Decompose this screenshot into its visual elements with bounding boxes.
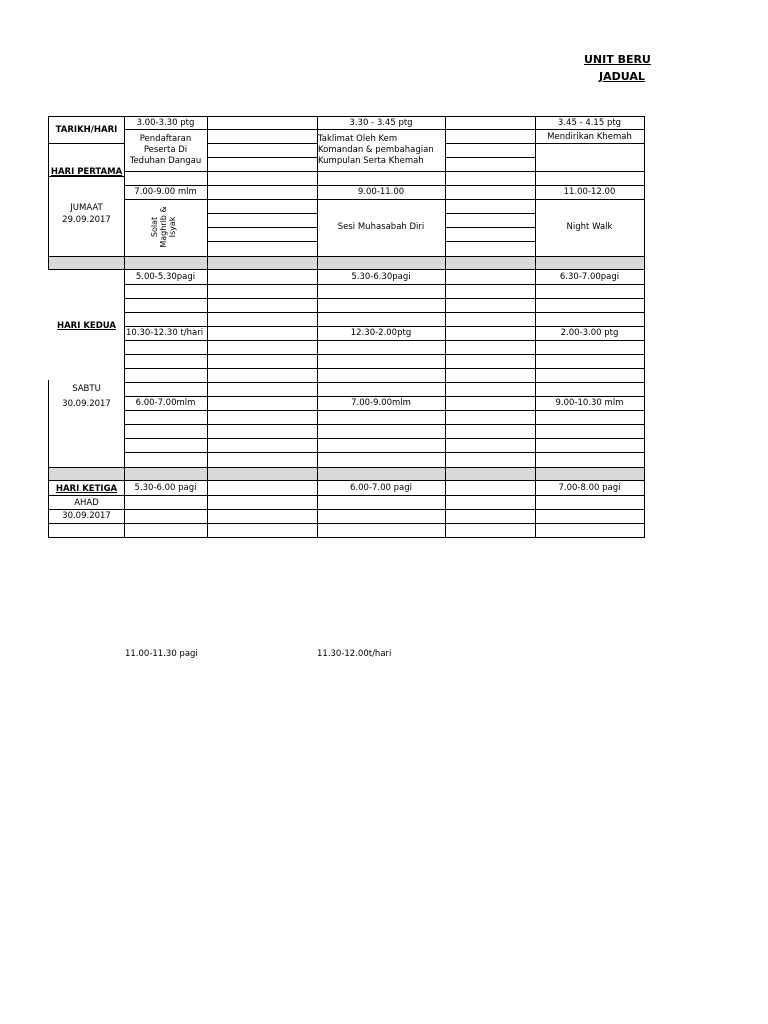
time-slot: 3.00-3.30 ptg bbox=[136, 118, 195, 128]
activity-solat-rotated bbox=[150, 192, 180, 262]
time-slot: 5.30-6.30pagi bbox=[351, 272, 411, 282]
time-slot: 6.30-7.00pagi bbox=[559, 272, 620, 282]
activity-night-walk: Night Walk bbox=[566, 222, 613, 232]
time-slot: 6.00-7.00 pagi bbox=[350, 483, 412, 493]
time-slot: 9.00-11.00 bbox=[357, 187, 405, 197]
time-slot: 3.45 - 4.15 ptg bbox=[557, 118, 622, 128]
rot-line: Isyak bbox=[168, 216, 177, 238]
day1-title: HARI PERTAMA bbox=[50, 167, 123, 177]
day3-title: HARI KETIGA bbox=[55, 484, 118, 494]
time-slot: 7.00-9.00mlm bbox=[351, 398, 411, 408]
day1-date: 29.09.2017 bbox=[62, 215, 111, 225]
activity-line: Teduhan Dangau bbox=[129, 156, 202, 166]
rot-line: Maghrib & bbox=[159, 206, 168, 248]
border-gap bbox=[47, 270, 50, 380]
page-title-line1: UNIT BERU bbox=[584, 53, 651, 66]
col-label-tarikh-hari: TARIKH/HARI bbox=[55, 125, 118, 135]
separator-row bbox=[49, 467, 644, 480]
below-time-1: 11.00-11.30 pagi bbox=[125, 649, 198, 659]
day1-name: JUMAAT bbox=[70, 203, 103, 213]
activity-line: Kumpulan Serta Khemah bbox=[318, 156, 424, 166]
time-slot: 5.00-5.30pagi bbox=[135, 272, 196, 282]
time-slot: 10.30-12.30 t/hari bbox=[126, 328, 204, 338]
separator-row bbox=[49, 256, 644, 269]
time-slot: 11.00-12.00 bbox=[563, 187, 616, 197]
day2-name: SABTU bbox=[72, 384, 101, 394]
activity-mendirikan-khemah: Mendirikan Khemah bbox=[547, 132, 632, 142]
time-slot: 9.00-10.30 mlm bbox=[555, 398, 624, 408]
activity-line: Taklimat Oleh Kem bbox=[318, 134, 398, 144]
activity-muhasabah: Sesi Muhasabah Diri bbox=[337, 222, 425, 232]
day2-date: 30.09.2017 bbox=[62, 399, 111, 409]
activity-line: Komandan & pembahagian bbox=[318, 145, 434, 155]
below-time-2: 11.30-12.00t/hari bbox=[317, 649, 392, 659]
time-slot: 3.30 - 3.45 ptg bbox=[349, 118, 413, 128]
activity-line: Peserta Di bbox=[143, 145, 188, 155]
day3-name: AHAD bbox=[74, 498, 99, 508]
rot-line: Solat bbox=[150, 216, 159, 238]
time-slot: 7.00-9.00 mlm bbox=[134, 187, 197, 197]
time-slot: 2.00-3.00 ptg bbox=[560, 328, 619, 338]
day3-date: 30.09.2017 bbox=[62, 511, 111, 521]
day2-title: HARI KEDUA bbox=[56, 321, 117, 331]
time-slot: 5.30-6.00 pagi bbox=[134, 483, 197, 493]
activity-line: Pendaftaran bbox=[139, 134, 192, 144]
time-slot: 7.00-8.00 pagi bbox=[558, 483, 621, 493]
page-title-line2: JADUAL bbox=[599, 70, 645, 83]
time-slot: 12.30-2.00ptg bbox=[350, 328, 412, 338]
time-slot: 6.00-7.00mlm bbox=[135, 398, 196, 408]
